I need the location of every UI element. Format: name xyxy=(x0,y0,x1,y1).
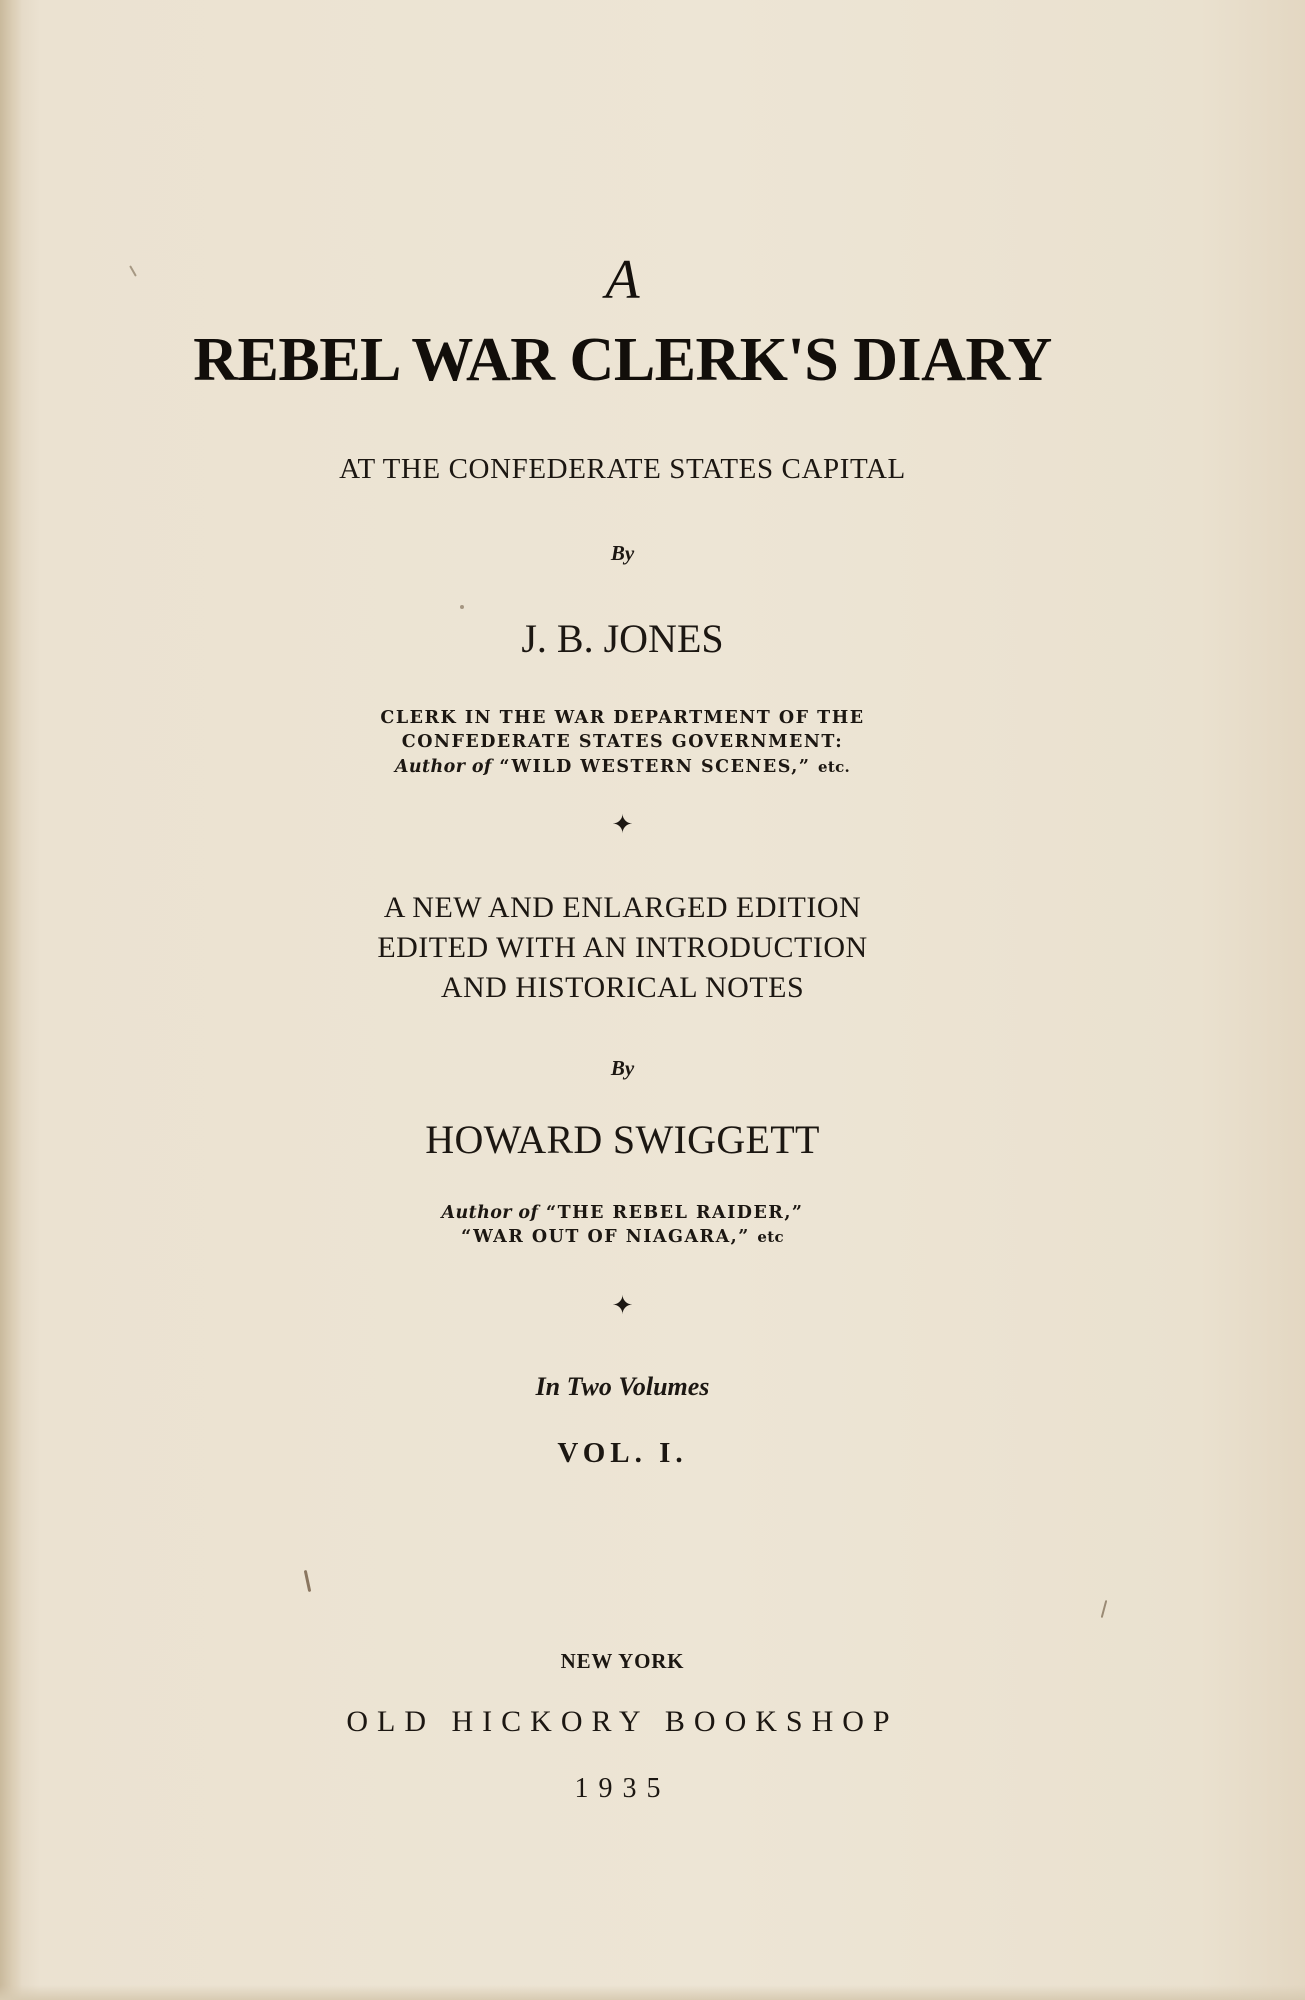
ornament-star-icon: ✦ xyxy=(611,810,634,840)
editor-etc-label: etc xyxy=(757,1228,784,1246)
paper-speck xyxy=(1101,1600,1108,1618)
edition-line: A NEW AND ENLARGED EDITION xyxy=(383,891,862,924)
paper-speck xyxy=(304,1570,312,1592)
editor-other-work-title: “WAR OUT OF NIAGARA,” xyxy=(461,1227,750,1247)
edition-line: EDITED WITH AN INTRODUCTION xyxy=(377,931,868,964)
imprint-publisher: OLD HICKORY BOOKSHOP xyxy=(346,1705,899,1738)
editor-name: HOWARD SWIGGETT xyxy=(425,1117,820,1162)
author-description-line: CONFEDERATE STATES GOVERNMENT: xyxy=(401,732,844,752)
editor-other-works xyxy=(0,1225,1245,1249)
book-title: REBEL WAR CLERK'S DIARY xyxy=(193,326,1052,394)
paper-speck xyxy=(460,605,464,609)
volumes-note: In Two Volumes xyxy=(535,1372,710,1401)
editor-author-of-label: Author of xyxy=(441,1203,539,1223)
author-by-label: By xyxy=(610,541,635,565)
author-other-work-title: “WILD WESTERN SCENES,” xyxy=(499,757,811,777)
author-name: J. B. JONES xyxy=(521,616,724,661)
author-description-line: CLERK IN THE WAR DEPARTMENT OF THE xyxy=(380,708,865,728)
title-article: A xyxy=(605,249,640,311)
volume-number: VOL. I. xyxy=(557,1437,688,1469)
ornament-star-icon: ✦ xyxy=(611,1291,634,1321)
author-other-works xyxy=(0,755,1245,779)
author-etc-label: etc. xyxy=(818,758,851,776)
editor-by-label: By xyxy=(610,1056,635,1080)
imprint-year: 1935 xyxy=(574,1773,671,1804)
edition-line: AND HISTORICAL NOTES xyxy=(440,971,805,1004)
author-of-label: Author of xyxy=(394,757,492,777)
book-subtitle: AT THE CONFEDERATE STATES CAPITAL xyxy=(339,453,906,485)
editor-other-work-title: “THE REBEL RAIDER,” xyxy=(546,1203,804,1223)
editor-other-works xyxy=(0,1201,1245,1225)
imprint-city: NEW YORK xyxy=(560,1649,685,1673)
page-bottom-edge xyxy=(0,1985,1305,2000)
